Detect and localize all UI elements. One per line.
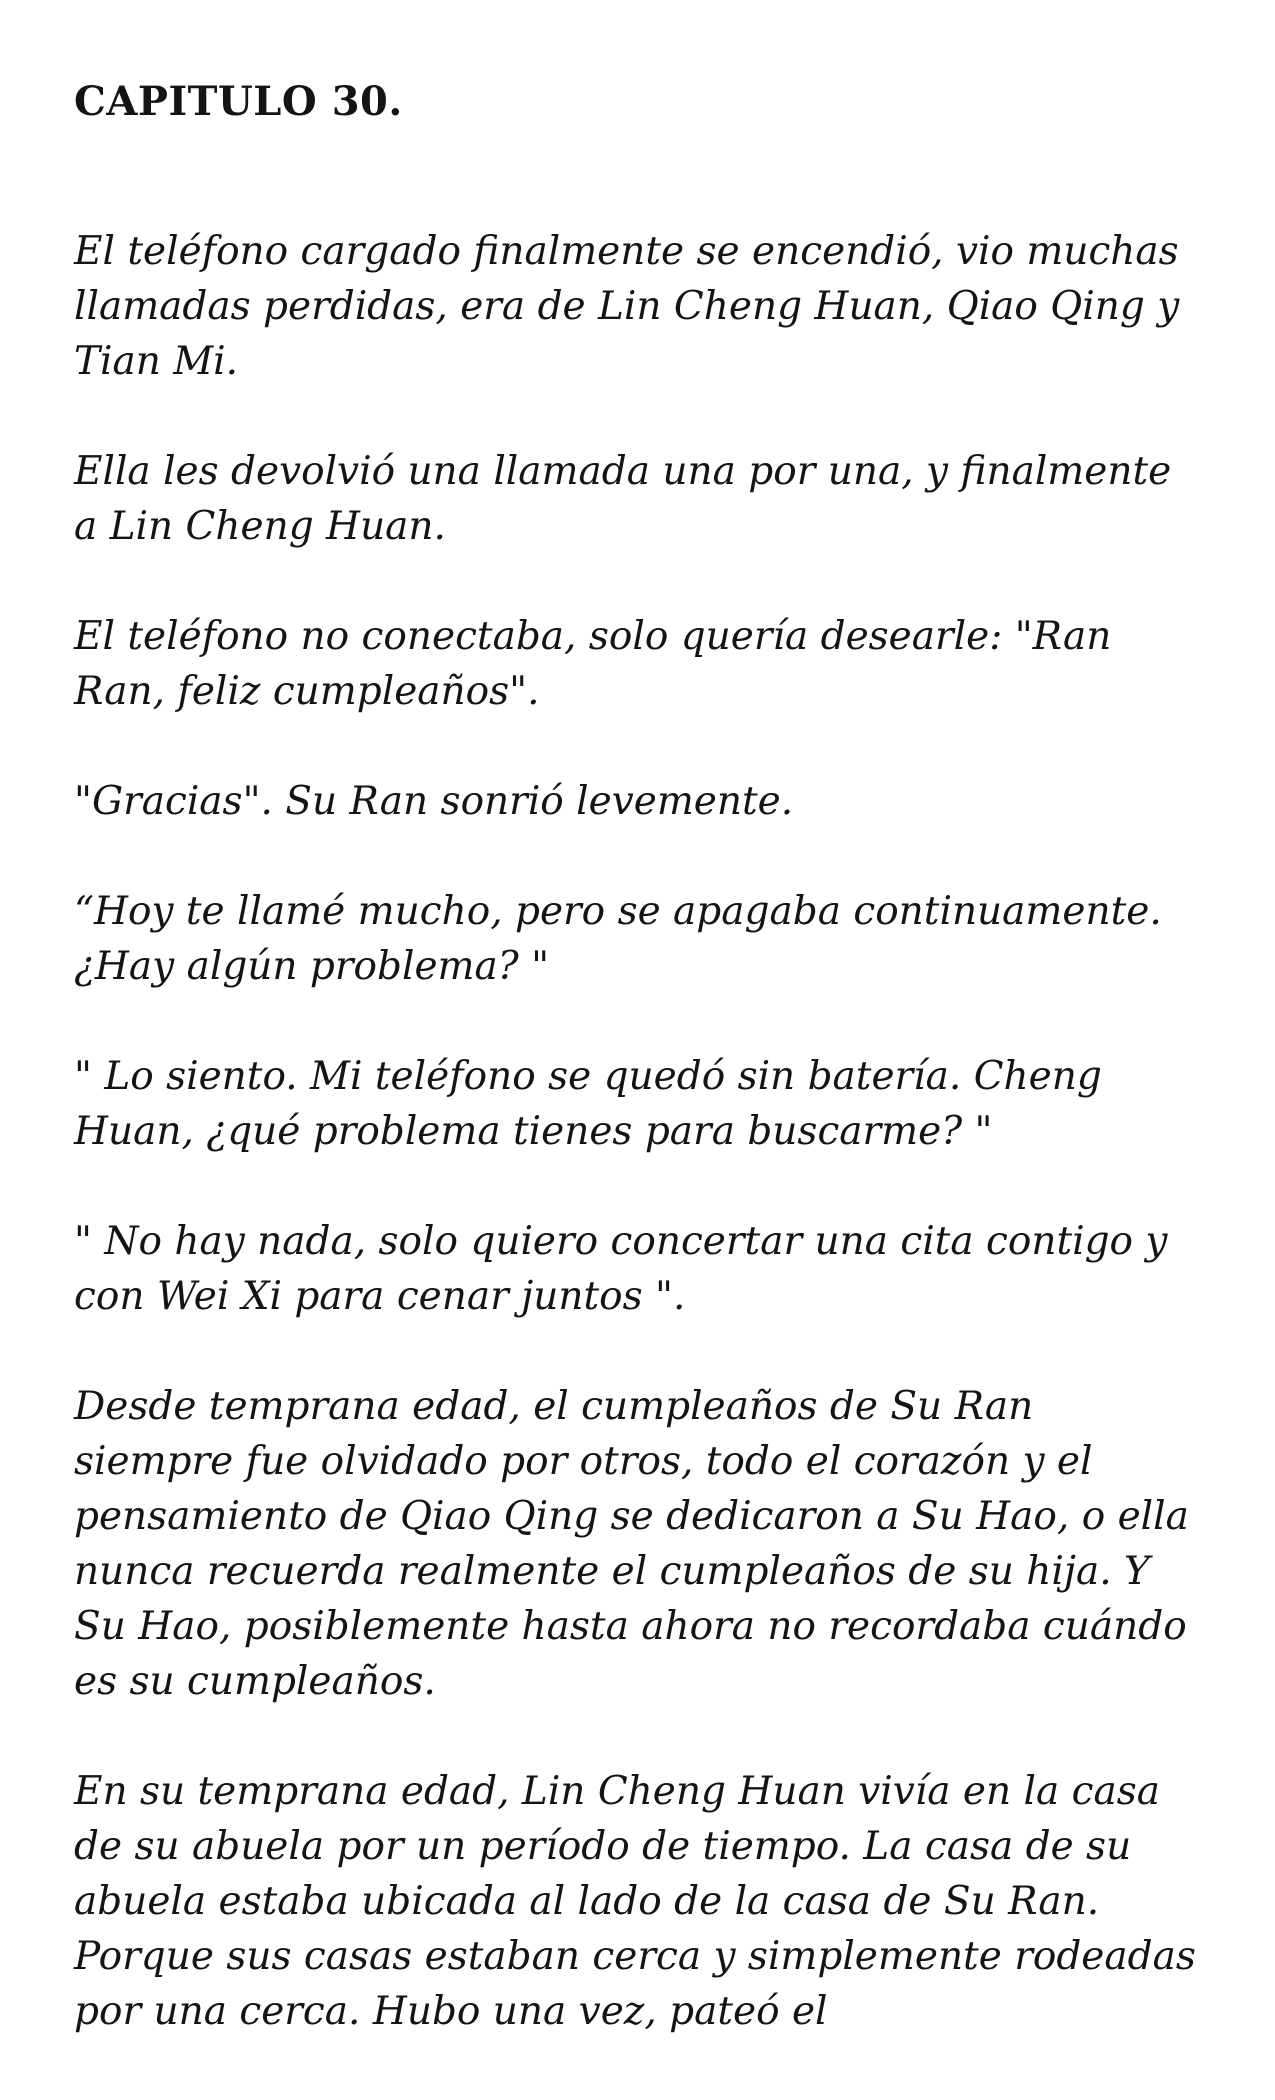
paragraph-5: “Hoy te llamé mucho, pero se apagaba continuamente. ¿Hay algún problema? " [74, 889, 1162, 989]
paragraph-3: El teléfono no conectaba, solo quería desearle: "Ran Ran, feliz cumpleaños". [74, 614, 1112, 714]
paragraph-2: Ella les devolvió una llamada una por una, y finalmente a Lin Cheng Huan. [74, 449, 1172, 549]
paragraph-8: Desde temprana edad, el cumpleaños de Su Ran siempre fue olvidado por otros, todo el corazón y el pensamiento de Qiao Qing se dedicaron a Su Hao, o ella nunca recuerda realmente el cumpleaños de su hija. Y Su Hao, posiblemente hasta ahora no recordaba cuándo es su cumpleaños. [74, 1384, 1189, 1704]
paragraph-6: " Lo siento. Mi teléfono se quedó sin batería. Cheng Huan, ¿qué problema tienes para buscarme? " [74, 1054, 1102, 1154]
chapter-title: CAPITULO 30. [74, 78, 403, 125]
document-page [74, 70, 1204, 2094]
paragraph-9: En su temprana edad, Lin Cheng Huan vivía en la casa de su abuela por un período de tiempo. La casa de su abuela estaba ubicada al lado de la casa de Su Ran. Porque sus casas estaban cerca y simplemente rodeadas por una cerca. Hubo una vez, pateó el [74, 1769, 1196, 2034]
paragraph-4: "Gracias". Su Ran sonrió levemente. [74, 779, 794, 824]
paragraph-1: El teléfono cargado finalmente se encendió, vio muchas llamadas perdidas, era de Lin Cheng Huan, Qiao Qing y Tian Mi. [74, 229, 1180, 384]
paragraph-7: " No hay nada, solo quiero concertar una cita contigo y con Wei Xi para cenar juntos ". [74, 1219, 1168, 1319]
